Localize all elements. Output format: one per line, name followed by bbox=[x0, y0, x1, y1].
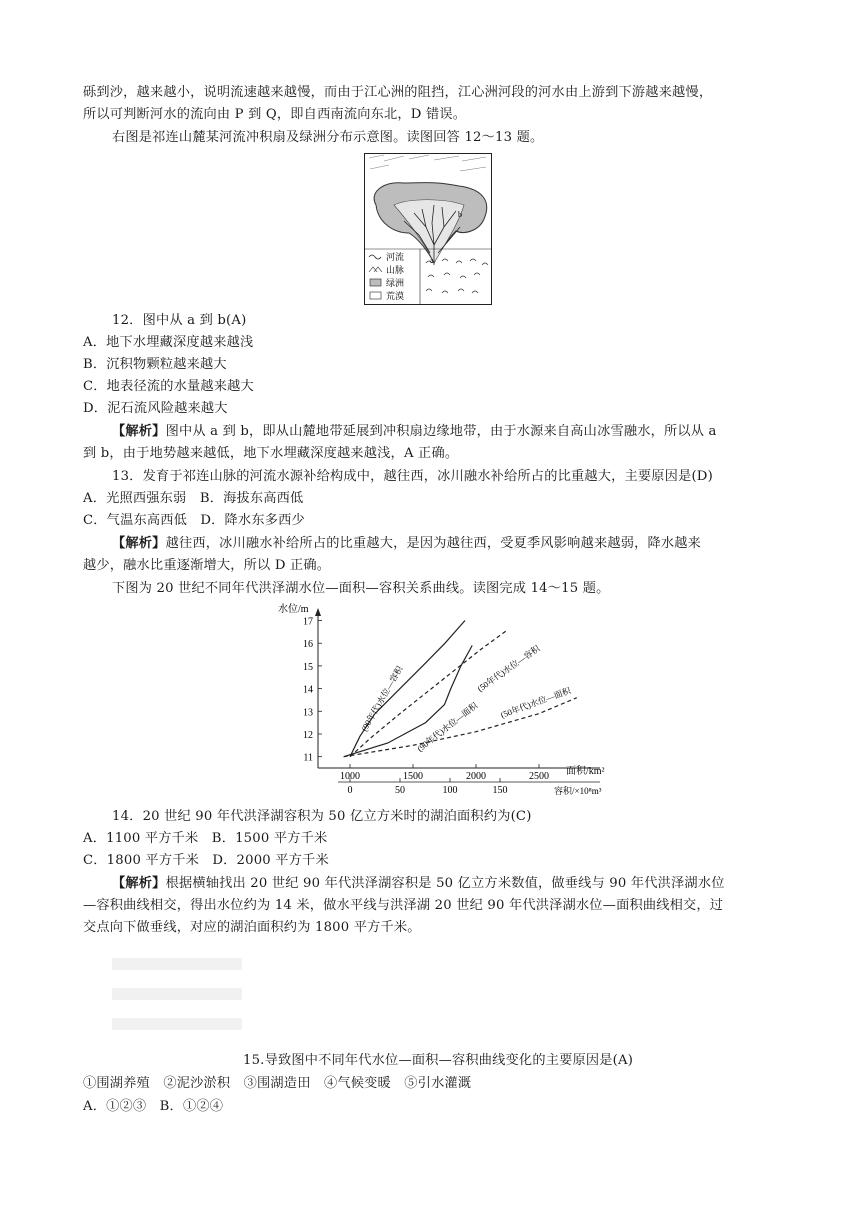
analysis-text: 越往西，冰川融水补给所占的比重越大，是因为越往西，受夏季风影响越来越弱，降水越来 bbox=[165, 536, 702, 551]
series-label-2: (50年代)水位—容积 bbox=[475, 643, 542, 694]
y-tick-label: 15 bbox=[303, 661, 313, 673]
y-axis-label: 水位/m bbox=[278, 604, 309, 615]
y-tick-label: 12 bbox=[303, 729, 313, 741]
analysis-14-line2: —容积曲线相交，得出水位约为 14 米，做水平线与洪泽湖 20 世纪 90 年代洪泽湖水位—面积曲线相交，过 bbox=[83, 898, 724, 913]
series-label-1: (90年代)水位—容积 bbox=[359, 664, 405, 733]
options-15-ab: A．①②③ B．①②④ bbox=[83, 1099, 224, 1114]
option-12-d: D．泥石流风险越来越大 bbox=[83, 401, 228, 416]
question-12: 12．图中从 a 到 b(A) bbox=[112, 313, 247, 328]
legend-mountain: 山脉 bbox=[386, 265, 405, 275]
y-tick-label: 11 bbox=[303, 752, 313, 764]
y-axis-arrow bbox=[315, 608, 321, 616]
options-13-ab: A．光照西强东弱 B．海拔东高西低 bbox=[83, 491, 304, 506]
desert-legend-icon bbox=[370, 292, 381, 299]
option-12-b: B．沉积物颗粒越来越大 bbox=[83, 357, 227, 372]
y-tick-label: 17 bbox=[303, 616, 313, 628]
analysis-text: 图中从 a 到 b，即从山麓地带延展到冲积扇边缘地带，由于水源来自高山冰雪融水，所以从 a bbox=[165, 424, 717, 439]
oasis-legend-icon bbox=[370, 279, 381, 286]
option-12-c: C．地表径流的水量越来越大 bbox=[83, 379, 254, 394]
options-15-list: ①围湖养殖 ②泥沙淤积 ③围湖造田 ④气候变暖 ⑤引水灌溉 bbox=[83, 1076, 472, 1091]
paragraph-line: 所以可判断河水的流向由 P 到 Q，即自西南流向东北，D 错误。 bbox=[83, 107, 467, 122]
legend-river: 河流 bbox=[386, 252, 405, 262]
options-14-cd: C．1800 平方千米 D．2000 平方千米 bbox=[83, 853, 329, 868]
x-volume-tick-label: 50 bbox=[395, 785, 405, 796]
faded-watermark-block bbox=[112, 948, 242, 1058]
analysis-14-line3: 交点向下做垂线，对应的湖泊面积约为 1800 平方千米。 bbox=[83, 920, 421, 935]
analysis-12-line2: 到 b，由于地势越来越低，地下水埋藏深度越来越浅，A 正确。 bbox=[83, 446, 459, 461]
question-14: 14．20 世纪 90 年代洪泽湖容积为 50 亿立方米时的湖泊面积约为(C) bbox=[112, 809, 532, 824]
y-tick-label: 14 bbox=[303, 684, 313, 696]
x-area-tick-label: 2500 bbox=[529, 771, 549, 782]
x-area-tick-label: 2000 bbox=[466, 771, 486, 782]
analysis-tag: 【解析】 bbox=[112, 536, 166, 551]
options-13-cd: C．气温东高西低 D．降水东多西少 bbox=[83, 513, 305, 528]
x-area-tick-label: 1500 bbox=[403, 771, 423, 782]
x-area-axis-label: 面积/km² bbox=[566, 766, 605, 777]
point-b-label: b bbox=[458, 210, 462, 219]
x-area-tick-label: 1000 bbox=[340, 771, 360, 782]
question-13: 13．发育于祁连山脉的河流水源补给构成中，越往西，冰川融水补给所占的比重越大，主要原因是(D) bbox=[112, 469, 713, 484]
water-level-chart bbox=[270, 602, 630, 798]
x-volume-tick-label: 0 bbox=[347, 785, 353, 796]
analysis-tag: 【解析】 bbox=[112, 876, 166, 891]
analysis-13-line2: 越少，融水比重逐渐增大，所以 D 正确。 bbox=[83, 558, 331, 573]
series-label-4: (50年代)水位—面积 bbox=[499, 685, 572, 720]
y-tick-label: 13 bbox=[303, 707, 313, 719]
legend-oasis: 绿洲 bbox=[386, 278, 405, 288]
analysis-14-line bbox=[112, 873, 817, 895]
series-label-3: (90年代)水位—面积 bbox=[415, 700, 480, 754]
option-12-a: A．地下水埋藏深度越来越浅 bbox=[83, 335, 254, 350]
alluvial-fan-map bbox=[364, 153, 492, 305]
intro-14-15: 下图为 20 世纪不同年代洪泽湖水位—面积—容积关系曲线。读图完成 14～15 题。 bbox=[112, 581, 610, 596]
paragraph-line: 砾到沙，越来越小，说明流速越来越慢，而由于江心洲的阻挡，江心洲河段的河水由上游到下游越来越慢， bbox=[83, 85, 713, 100]
analysis-13-line bbox=[112, 533, 817, 555]
legend-desert: 荒漠 bbox=[386, 291, 405, 301]
point-a-label: a bbox=[430, 256, 434, 265]
series-line-1 bbox=[350, 621, 465, 757]
x-volume-axis-label: 容积/×10⁸m³ bbox=[554, 786, 602, 796]
x-volume-tick-label: 150 bbox=[492, 785, 508, 796]
analysis-tag: 【解析】 bbox=[112, 424, 166, 439]
intro-12-13: 右图是祁连山麓某河流冲积扇及绿洲分布示意图。读图回答 12～13 题。 bbox=[112, 130, 544, 145]
analysis-12-line bbox=[112, 421, 817, 443]
x-volume-tick-label: 100 bbox=[442, 785, 458, 796]
question-15: 15.导致图中不同年代水位—面积—容积曲线变化的主要原因是(A) bbox=[243, 1053, 634, 1068]
series-line-3 bbox=[344, 646, 473, 757]
options-14-ab: A．1100 平方千米 B．1500 平方千米 bbox=[83, 831, 328, 846]
analysis-text: 根据横轴找出 20 世纪 90 年代洪泽湖容积是 50 亿立方米数值，做垂线与 90 年代洪泽湖水位 bbox=[165, 876, 725, 891]
y-tick-label: 16 bbox=[303, 639, 313, 651]
